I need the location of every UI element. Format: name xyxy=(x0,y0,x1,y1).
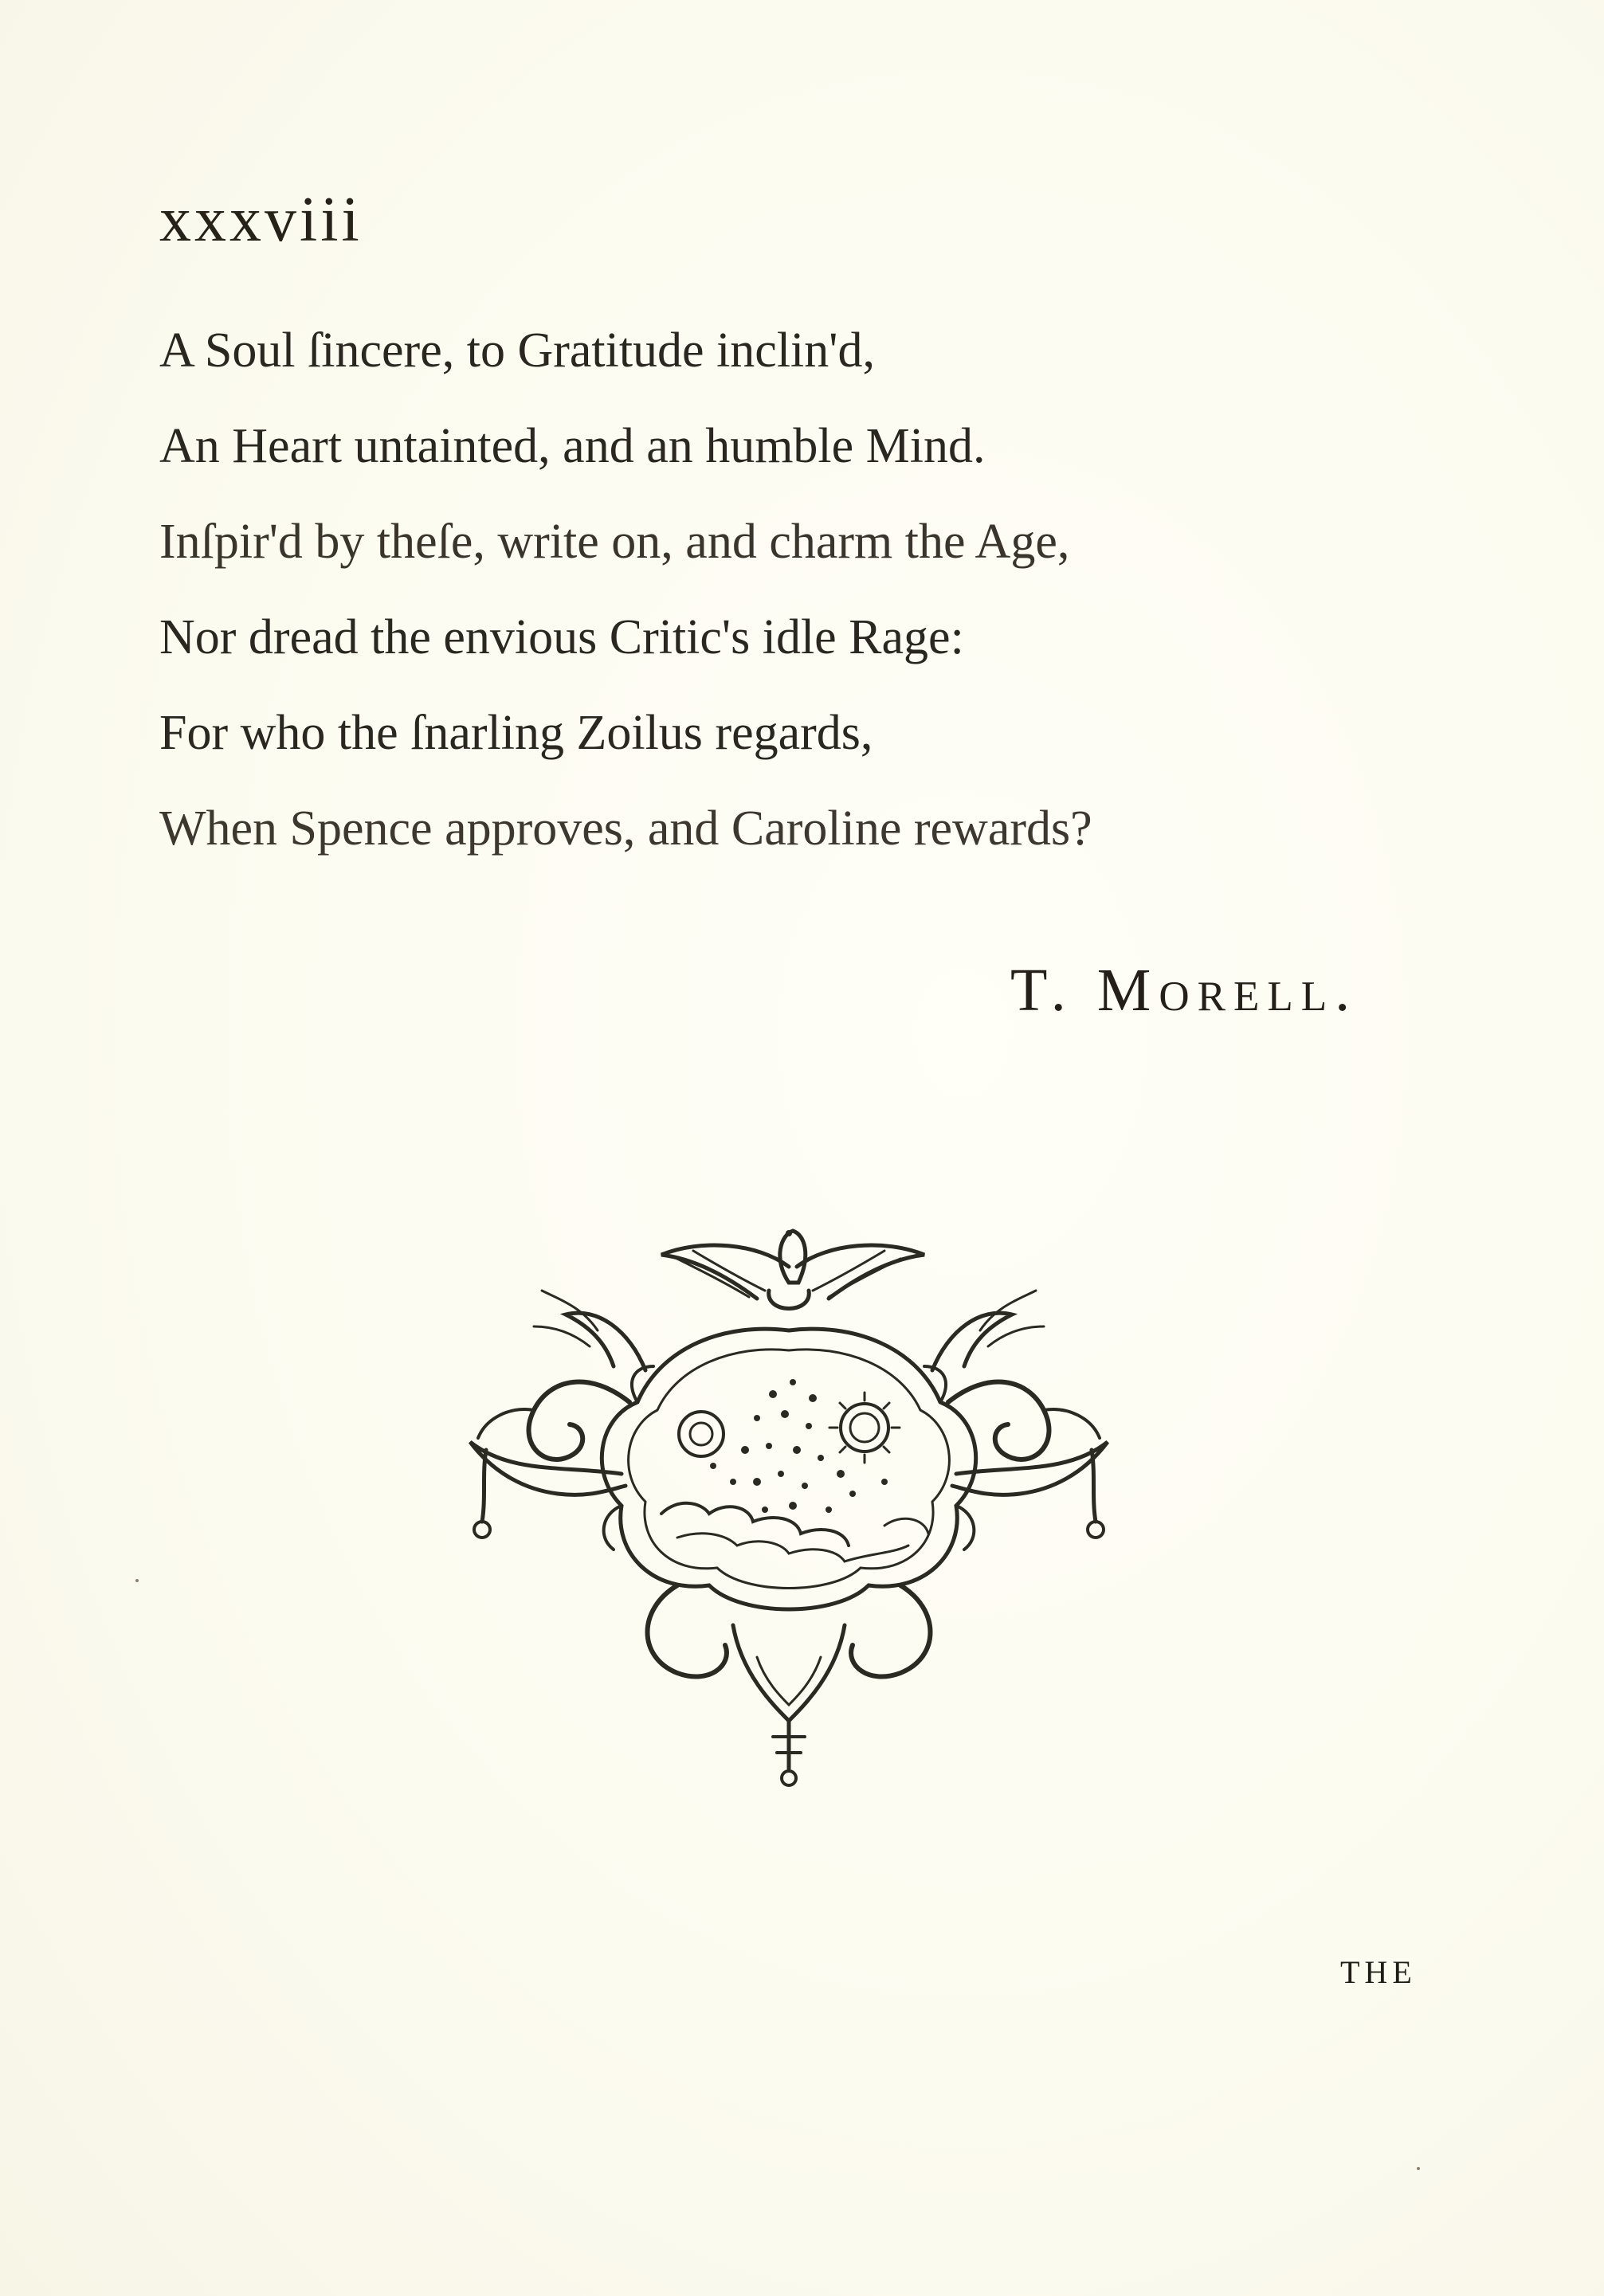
verse-line: For who the ſnarling Zoilus regards, xyxy=(159,706,873,760)
verse-stanza xyxy=(159,303,1434,876)
catchword: THE xyxy=(1340,1954,1417,1990)
floral-cartouche-ornament-icon xyxy=(438,1211,1139,1793)
verse-line: A Soul ſincere, to Gratitude inclin'd, xyxy=(159,323,875,378)
verse-line: Inſpir'd by theſe, write on, and charm the Age, xyxy=(159,515,1070,569)
paper-speck xyxy=(135,1579,139,1582)
verse-line: An Heart untainted, and an humble Mind. xyxy=(159,419,986,473)
author-signature: T. Morell. xyxy=(1010,957,1359,1024)
verse-line: When Spence approves, and Caroline rewards? xyxy=(159,801,1092,856)
paper-speck xyxy=(1417,2167,1420,2170)
verse-line: Nor dread the envious Critic's idle Rage: xyxy=(159,610,964,664)
page-number: xxxviii xyxy=(159,185,363,255)
